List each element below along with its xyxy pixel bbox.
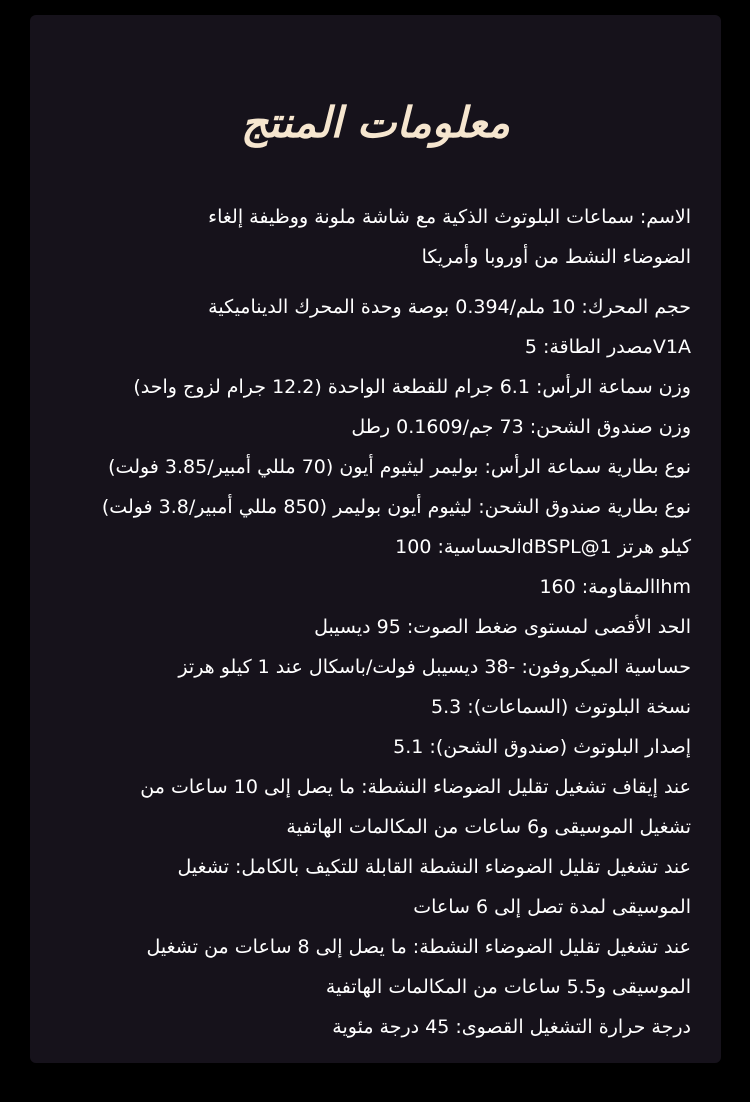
spec-line: نوع بطارية سماعة الرأس: بوليمر ليثيوم أيون (70 مللي أمبير/3.85 فولت): [108, 456, 691, 478]
spec-line: حجم المحرك: 10 ملم/0.394 بوصة وحدة المحرك الديناميكية: [208, 296, 691, 318]
spec-line: عند إيقاف تشغيل تقليل الضوضاء النشطة: ما يصل إلى 10 ساعات من: [140, 776, 691, 798]
spec-line: عند تشغيل تقليل الضوضاء النشطة: ما يصل إلى 8 ساعات من تشغيل: [146, 936, 691, 958]
spec-line: درجة حرارة التشغيل القصوى: 45 درجة مئوية: [332, 1016, 691, 1038]
page-title: معلومات المنتج: [240, 98, 511, 147]
spec-line: نوع بطارية صندوق الشحن: ليثيوم أيون بوليمر (850 مللي أمبير/3.8 فولت): [101, 496, 691, 518]
spec-line: الاسم: سماعات البلوتوث الذكية مع شاشة ملونة ووظيفة إلغاء: [208, 206, 691, 228]
spec-line: الحد الأقصى لمستوى ضغط الصوت: 95 ديسيبل: [314, 616, 691, 638]
spec-line: وزن صندوق الشحن: 73 جم/0.1609 رطل: [351, 416, 691, 438]
spec-line: lhmالمقاومة: 160: [539, 576, 691, 598]
spec-line: الضوضاء النشط من أوروبا وأمريكا: [421, 246, 691, 268]
spec-line: كيلو هرتز dBSPL@1الحساسية: 100: [395, 536, 691, 558]
spec-line: حساسية الميكروفون: -38 ديسيبل فولت/باسكال عند 1 كيلو هرتز: [178, 656, 691, 678]
spec-line: وزن سماعة الرأس: 6.1 جرام للقطعة الواحدة (12.2 جرام لزوج واحد): [133, 376, 691, 398]
spec-line: إصدار البلوتوث (صندوق الشحن): 5.1: [393, 736, 691, 758]
paragraph-gap: [60, 277, 691, 287]
spec-line: الموسيقى و5.5 ساعات من المكالمات الهاتفية: [325, 976, 691, 998]
product-info-card: [30, 15, 721, 1063]
spec-line: V1Aمصدر الطاقة: 5: [524, 336, 691, 358]
spec-list: [60, 197, 691, 1047]
spec-line: نسخة البلوتوث (السماعات): 5.3: [431, 696, 691, 718]
spec-line: عند تشغيل تقليل الضوضاء النشطة القابلة للتكيف بالكامل: تشغيل: [177, 856, 691, 878]
spec-line: تشغيل الموسيقى و6 ساعات من المكالمات الهاتفية: [286, 816, 691, 838]
spec-line: الموسيقى لمدة تصل إلى 6 ساعات: [413, 896, 691, 918]
